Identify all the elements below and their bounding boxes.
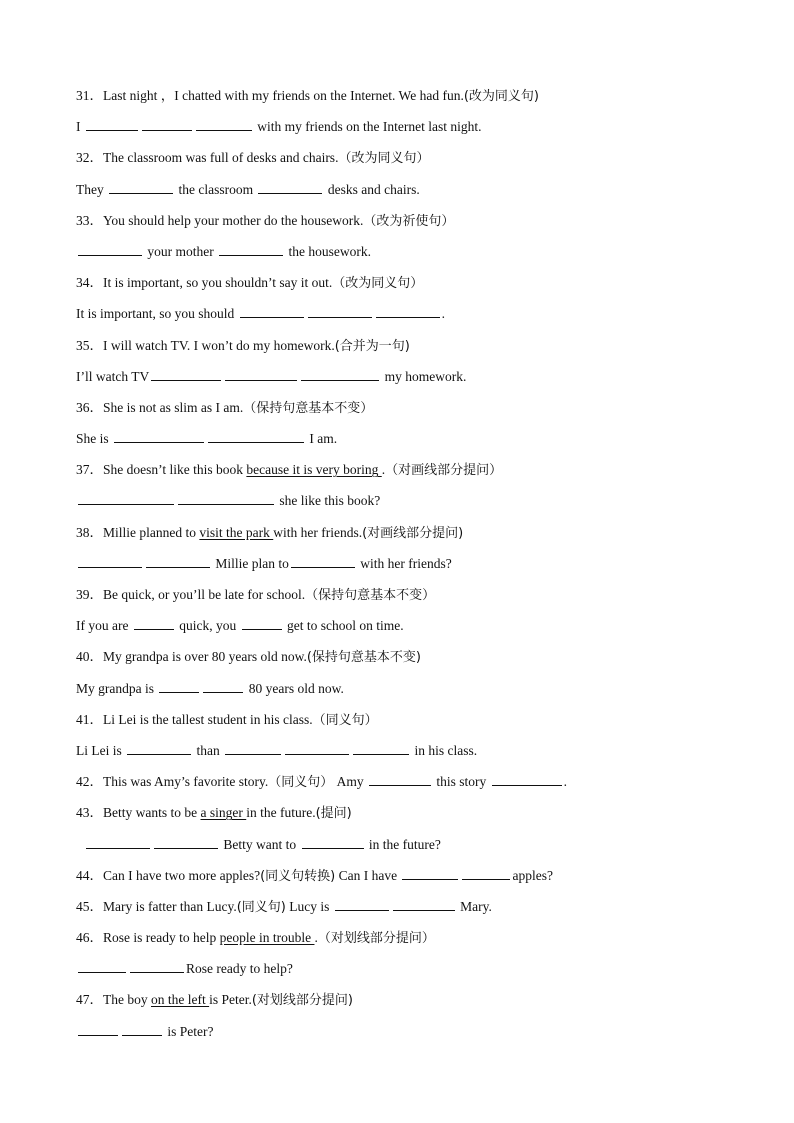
question-line [76,454,716,485]
answer-text: apples? [512,867,553,883]
instruction-note: (对划线部分提问) [251,993,354,1009]
answer-blank[interactable] [86,834,150,849]
answer-text: Rose ready to help? [186,961,293,977]
answer-text: desks and chairs. [324,181,420,197]
answer-blank[interactable] [203,678,243,693]
answer-line [76,298,716,329]
question-line [76,205,716,236]
answer-blank[interactable] [353,740,409,755]
answer-text: Can I have [335,867,401,883]
question-text: She is not as slim as I am. [103,399,244,415]
instruction-note: （保持句意基本不变） [243,400,374,416]
answer-text: than [193,742,224,758]
answer-line [76,953,716,984]
question-line [76,891,716,922]
answer-blank[interactable] [154,834,218,849]
answer-blank[interactable] [219,241,283,256]
answer-blank[interactable] [146,553,210,568]
answer-text: this story [433,774,490,790]
question-text: The boy [103,992,151,1008]
answer-text: Mary. [456,898,492,914]
question-underlined-text: on the left [151,992,210,1008]
answer-text: I’ll watch TV [76,368,150,384]
answer-blank[interactable] [78,958,126,973]
answer-blank[interactable] [240,303,304,318]
question-underlined-text: people in trouble [219,930,315,946]
answer-text: 80 years old now. [245,680,344,696]
question-text: in the future. [246,805,316,821]
answer-blank[interactable] [302,834,364,849]
instruction-note: （对划线部分提问） [317,931,435,947]
question-text: The classroom was full of desks and chairs. [103,150,339,166]
answer-blank[interactable] [369,771,431,786]
answer-line [76,111,716,142]
question-underlined-text: because it is very boring [246,462,382,478]
question-line [76,922,716,953]
question-number: 32． [76,150,103,166]
answer-line [76,236,716,267]
question-number: 43． [76,805,103,821]
question-number: 39． [76,587,103,602]
answer-line [76,735,716,766]
question-line [76,392,716,423]
question-text: Millie planned to [103,524,200,540]
instruction-note: (对画线部分提问) [362,525,464,541]
question-number: 45． [76,898,103,914]
answer-text: I am. [306,431,338,447]
question-text: . [381,462,386,478]
question-text: Mary is fatter than Lucy. [103,898,237,914]
answer-text: Li Lei is [76,742,126,758]
question-line [76,267,716,298]
question-line [76,330,716,361]
instruction-note: (同义句) [236,899,286,915]
answer-text: Amy [333,774,367,790]
question-underlined-text: visit the park [199,524,274,540]
answer-text: She is [76,431,113,447]
question-line [76,80,716,111]
answer-blank[interactable] [285,740,349,755]
answer-blank[interactable] [208,428,304,443]
question-number: 34． [76,275,103,291]
question-line [76,517,716,548]
answer-blank[interactable] [86,116,138,131]
answer-blank[interactable] [127,740,191,755]
answer-blank[interactable] [134,615,174,630]
question-number: 41． [76,711,103,727]
answer-blank[interactable] [335,896,389,911]
instruction-note: （保持句意基本不变） [305,588,436,603]
answer-blank[interactable] [301,366,379,381]
question-line [76,984,716,1015]
instruction-note: (合并为一句) [334,338,410,354]
instruction-note: （改为同义句） [338,151,430,167]
answer-blank[interactable] [109,179,173,194]
instruction-note: （对画线部分提问） [385,463,503,479]
answer-text: the classroom [175,181,257,197]
answer-blank[interactable] [376,303,440,318]
question-number: 36． [76,399,103,415]
question-line [76,641,716,672]
instruction-note: (保持句意基本不变) [306,650,421,666]
question-number: 35． [76,337,103,353]
answer-blank[interactable] [462,865,510,880]
question-text: It is important, so you shouldn’t say it out. [103,275,333,291]
question-number: 40． [76,649,103,665]
answer-line [76,829,716,860]
question-line [76,766,716,797]
answer-text: my homework. [381,368,467,384]
instruction-note: （改为祈使句） [363,213,455,229]
question-text: My grandpa is over 80 years old now. [103,649,307,665]
answer-blank[interactable] [242,615,282,630]
answer-text: get to school on time. [283,618,404,634]
answer-blank[interactable] [258,179,322,194]
instruction-note: （同义句） [312,712,378,728]
answer-text: It is important, so you should [76,306,238,322]
answer-text: quick, you [175,618,240,634]
question-text: Can I have two more apples? [103,867,261,883]
question-underlined-text: a singer [200,805,247,821]
question-number: 47． [76,992,103,1008]
answer-text: . [441,306,445,322]
question-text: Li Lei is the tallest student in his class. [103,711,313,727]
answer-line [76,610,716,641]
answer-blank[interactable] [114,428,204,443]
question-line [76,797,716,828]
answer-text: in the future? [365,836,441,852]
answer-blank[interactable] [225,366,297,381]
answer-blank[interactable] [225,740,281,755]
answer-blank[interactable] [78,553,142,568]
question-number: 46． [76,930,103,946]
answer-blank[interactable] [291,553,355,568]
answer-blank[interactable] [151,366,221,381]
answer-line [76,548,716,579]
answer-text: They [76,181,108,197]
answer-line [76,673,716,704]
question-text: . [314,930,318,946]
question-text: She doesn’t like this book [103,462,247,478]
exercise-sheet [76,80,716,1047]
answer-text: Lucy is [285,898,333,914]
answer-blank[interactable] [308,303,372,318]
answer-text: My grandpa is [76,680,158,696]
answer-line [76,361,716,392]
question-text: Betty wants to be [103,805,201,821]
answer-blank[interactable] [78,1021,118,1036]
question-line [76,704,716,735]
question-text: This was Amy’s favorite story. [103,774,269,790]
answer-blank[interactable] [196,116,252,131]
answer-text: is Peter? [164,1023,214,1039]
answer-line [76,423,716,454]
question-text: Rose is ready to help [103,930,220,946]
answer-text: Millie plan to [212,555,289,571]
question-text: Last night ，I chatted with my friends on the Internet. We had fun. [103,88,464,103]
answer-blank[interactable] [393,896,455,911]
question-number: 42． [76,774,103,790]
answer-blank[interactable] [142,116,192,131]
answer-blank[interactable] [402,865,458,880]
question-line [76,579,716,610]
answer-blank[interactable] [492,771,562,786]
answer-text: with her friends? [356,555,452,571]
answer-text: your mother [144,243,218,259]
answer-line [76,174,716,205]
instruction-note: （同义句） [268,775,334,791]
answer-blank[interactable] [122,1021,162,1036]
answer-text: . [563,774,568,790]
answer-text: I [76,119,84,135]
question-text: I will watch TV. I won’t do my homework. [103,337,335,353]
question-number: 33． [76,212,103,228]
answer-text: If you are [76,618,132,634]
instruction-note: (改为同义句) [463,89,539,104]
answer-text: Betty want to [220,836,300,852]
question-number: 31． [76,88,103,103]
answer-text: with my friends on the Internet last night. [253,119,482,135]
answer-text: she like this book? [276,493,381,509]
question-text: Be quick, or you’ll be late for school. [103,587,306,602]
question-text: You should help your mother do the housework. [103,212,364,228]
answer-line [76,485,716,516]
answer-blank[interactable] [130,958,184,973]
question-line [76,142,716,173]
question-number: 37． [76,462,103,478]
instruction-note: (同义句转换) [260,868,336,884]
answer-text: the housework. [285,243,371,259]
answer-blank[interactable] [78,241,142,256]
question-line [76,860,716,891]
question-text: is Peter. [209,992,252,1008]
answer-blank[interactable] [159,678,199,693]
instruction-note: (提问) [315,806,352,822]
answer-line [76,1016,716,1047]
question-number: 44． [76,867,103,883]
question-number: 38． [76,524,103,540]
question-text: with her friends. [273,524,363,540]
answer-blank[interactable] [178,490,274,505]
answer-blank[interactable] [78,490,174,505]
answer-text: in his class. [411,742,478,758]
instruction-note: （改为同义句） [332,276,424,292]
